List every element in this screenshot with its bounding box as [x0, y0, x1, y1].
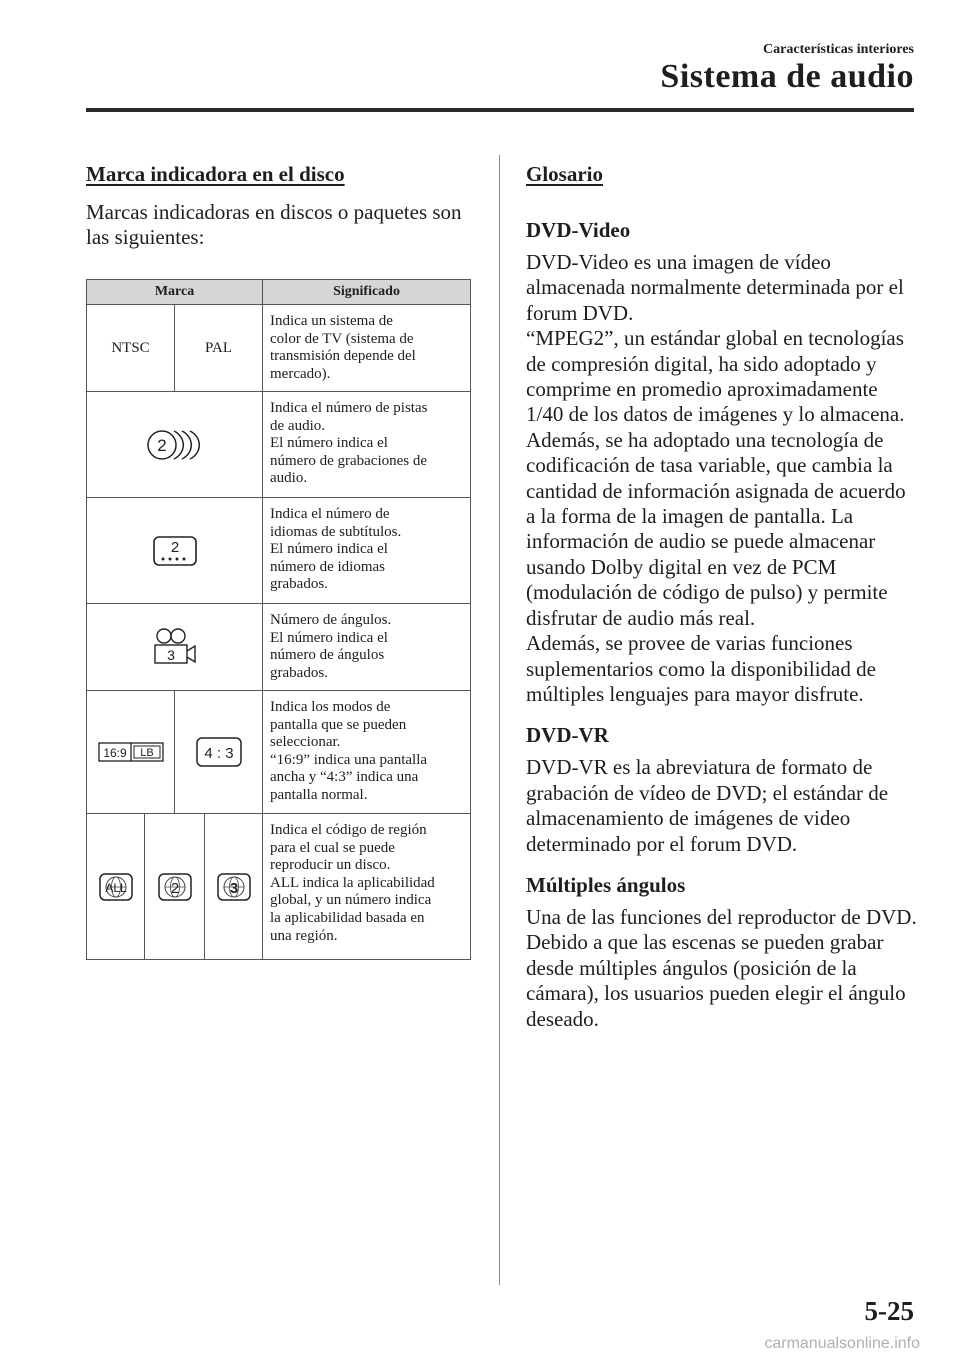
- site-watermark[interactable]: carmanualsonline.info: [764, 1335, 920, 1352]
- desc-line: idiomas de subtítulos.: [270, 523, 402, 540]
- table-header-row: [87, 280, 471, 305]
- meaning-cell: [263, 691, 471, 814]
- desc-line: número de grabaciones de: [270, 452, 428, 469]
- meaning-cell: [263, 604, 471, 691]
- region-2-label: 2: [170, 879, 179, 897]
- desc-line: El número indica el: [270, 629, 388, 646]
- ntsc-label: NTSC: [111, 340, 150, 356]
- desc-line: Indica el código de región: [270, 822, 427, 838]
- meaning-cell: [263, 305, 471, 392]
- glossary-paragraph: Además, se provee de varias funciones suplementarios como la disponibilidad de múltiples lenguajes para mayor disfrute.: [526, 631, 876, 706]
- desc-line: número de idiomas: [270, 558, 385, 575]
- desc-line: transmisión depende del: [270, 348, 416, 365]
- right-column: [526, 158, 918, 1032]
- desc-line: El número indica el: [270, 435, 388, 452]
- table-row: [87, 392, 471, 498]
- desc-line: pantalla normal.: [270, 786, 368, 803]
- desc-line: El número indica el: [270, 541, 388, 558]
- table-row: [87, 305, 471, 392]
- subtitles-number: 2: [170, 538, 179, 556]
- desc-line: pantalla que se pueden: [270, 716, 407, 733]
- pal-label: PAL: [205, 340, 232, 356]
- desc-line: ALL indica la aplicabilidad: [270, 874, 435, 891]
- section-label: Características interiores: [763, 42, 914, 57]
- desc-line: Indica un sistema de: [270, 313, 393, 329]
- desc-line: global, y un número indica: [270, 892, 432, 909]
- region-globe-icon: [98, 872, 134, 902]
- camera-angle-icon: [149, 627, 201, 667]
- normal-screen-icon: [195, 735, 243, 769]
- mark-cell-pal: [175, 305, 263, 392]
- header-rule: [86, 108, 914, 112]
- audio-tracks-number: 2: [156, 435, 167, 455]
- region-3-label: 3: [229, 879, 238, 897]
- desc-line: grabados.: [270, 576, 328, 593]
- desc-line: mercado).: [270, 365, 331, 382]
- column-header-mark: Marca: [87, 280, 263, 305]
- region-globe-icon: [157, 872, 193, 902]
- mark-cell-normal-screen: [175, 691, 263, 814]
- glossary-paragraph: DVD-Video es una imagen de vídeo almacenada normalmente determinada por el forum DVD.: [526, 250, 904, 325]
- desc-line: la aplicabilidad basada en: [270, 909, 425, 926]
- widescreen-label: 16:9: [102, 746, 127, 760]
- column-divider: [499, 155, 500, 1285]
- mark-cell-subtitles: [87, 498, 263, 604]
- desc-line: grabados.: [270, 664, 328, 681]
- mark-cell-region-all: [87, 814, 145, 960]
- table-row: [87, 691, 471, 814]
- angles-number: 3: [166, 647, 175, 663]
- desc-line: Indica los modos de: [270, 699, 391, 715]
- left-column: [86, 158, 470, 251]
- desc-line: para el cual se puede: [270, 839, 395, 856]
- audio-tracks-icon: [140, 425, 210, 465]
- desc-line: reproducir un disco.: [270, 857, 391, 874]
- desc-line: seleccionar.: [270, 734, 341, 751]
- glossary-term-multi-angle: Múltiples ángulos: [526, 872, 686, 897]
- section-heading-glossary: Glosario: [526, 162, 603, 186]
- desc-line: audio.: [270, 470, 308, 487]
- glossary-paragraph: “MPEG2”, un estándar global en tecnologías de compresión digital, ha sido adoptado y comprime en promedio aproximadamente 1/40 de los datos de imágenes y lo almacena. Además, se ha adoptado una tecnología de codificación de tasa variable, que cambia la cantidad de información asignada de acuerdo a la forma de la imagen de pantalla. La información de audio se puede almacenar usando Dolby digital en vez de PCM (modulación de código de pulso) y permite disfrutar de audio más real.: [526, 326, 906, 630]
- desc-line: Número de ángulos.: [270, 612, 392, 628]
- table-row: [87, 604, 471, 691]
- desc-line: una región.: [270, 927, 338, 944]
- normal-screen-label: 4 : 3: [203, 745, 234, 762]
- subtitles-icon: [152, 533, 198, 569]
- table-row: [87, 498, 471, 604]
- desc-line: de audio.: [270, 417, 325, 434]
- desc-line: color de TV (sistema de: [270, 330, 414, 347]
- mark-cell-ntsc: [87, 305, 175, 392]
- mark-cell-angles: [87, 604, 263, 691]
- glossary-paragraph: Una de las funciones del reproductor de DVD. Debido a que las escenas se pueden grabar desde múltiples ángulos (posición de la cámara), los usuarios pueden elegir el ángulo deseado.: [526, 904, 917, 1031]
- column-header-meaning: Significado: [263, 280, 471, 305]
- meaning-cell: [263, 498, 471, 604]
- desc-line: número de ángulos: [270, 647, 385, 664]
- section-heading-disc-marks: Marca indicadora en el disco: [86, 162, 345, 186]
- disc-marks-table: [86, 279, 471, 960]
- desc-line: ancha y “4:3” indica una: [270, 769, 419, 786]
- meaning-cell: [263, 814, 471, 960]
- desc-line: Indica el número de: [270, 506, 390, 522]
- table-row: [87, 814, 471, 960]
- page-title: Sistema de audio: [660, 58, 914, 95]
- region-globe-icon: [216, 872, 252, 902]
- mark-cell-region-2: [145, 814, 205, 960]
- intro-text: Marcas indicadoras en discos o paquetes son las siguientes:: [86, 200, 462, 250]
- widescreen-lb-icon: [98, 741, 164, 763]
- desc-line: “16:9” indica una pantalla: [270, 751, 428, 768]
- letterbox-label: LB: [139, 747, 154, 759]
- mark-cell-audio: [87, 392, 263, 498]
- desc-line: Indica el número de pistas: [270, 400, 428, 416]
- page-number: 5-25: [864, 1296, 914, 1326]
- mark-cell-region-3: [205, 814, 263, 960]
- mark-cell-widescreen: [87, 691, 175, 814]
- glossary-paragraph: DVD-VR es la abreviatura de formato de grabación de vídeo de DVD; el estándar de almacenamiento de imágenes de video determinado por el forum DVD.: [526, 755, 889, 856]
- meaning-cell: [263, 392, 471, 498]
- glossary-term-dvd-vr: DVD-VR: [526, 723, 609, 748]
- region-all-label: ALL: [104, 880, 127, 895]
- glossary-term-dvd-video: DVD-Video: [526, 218, 631, 242]
